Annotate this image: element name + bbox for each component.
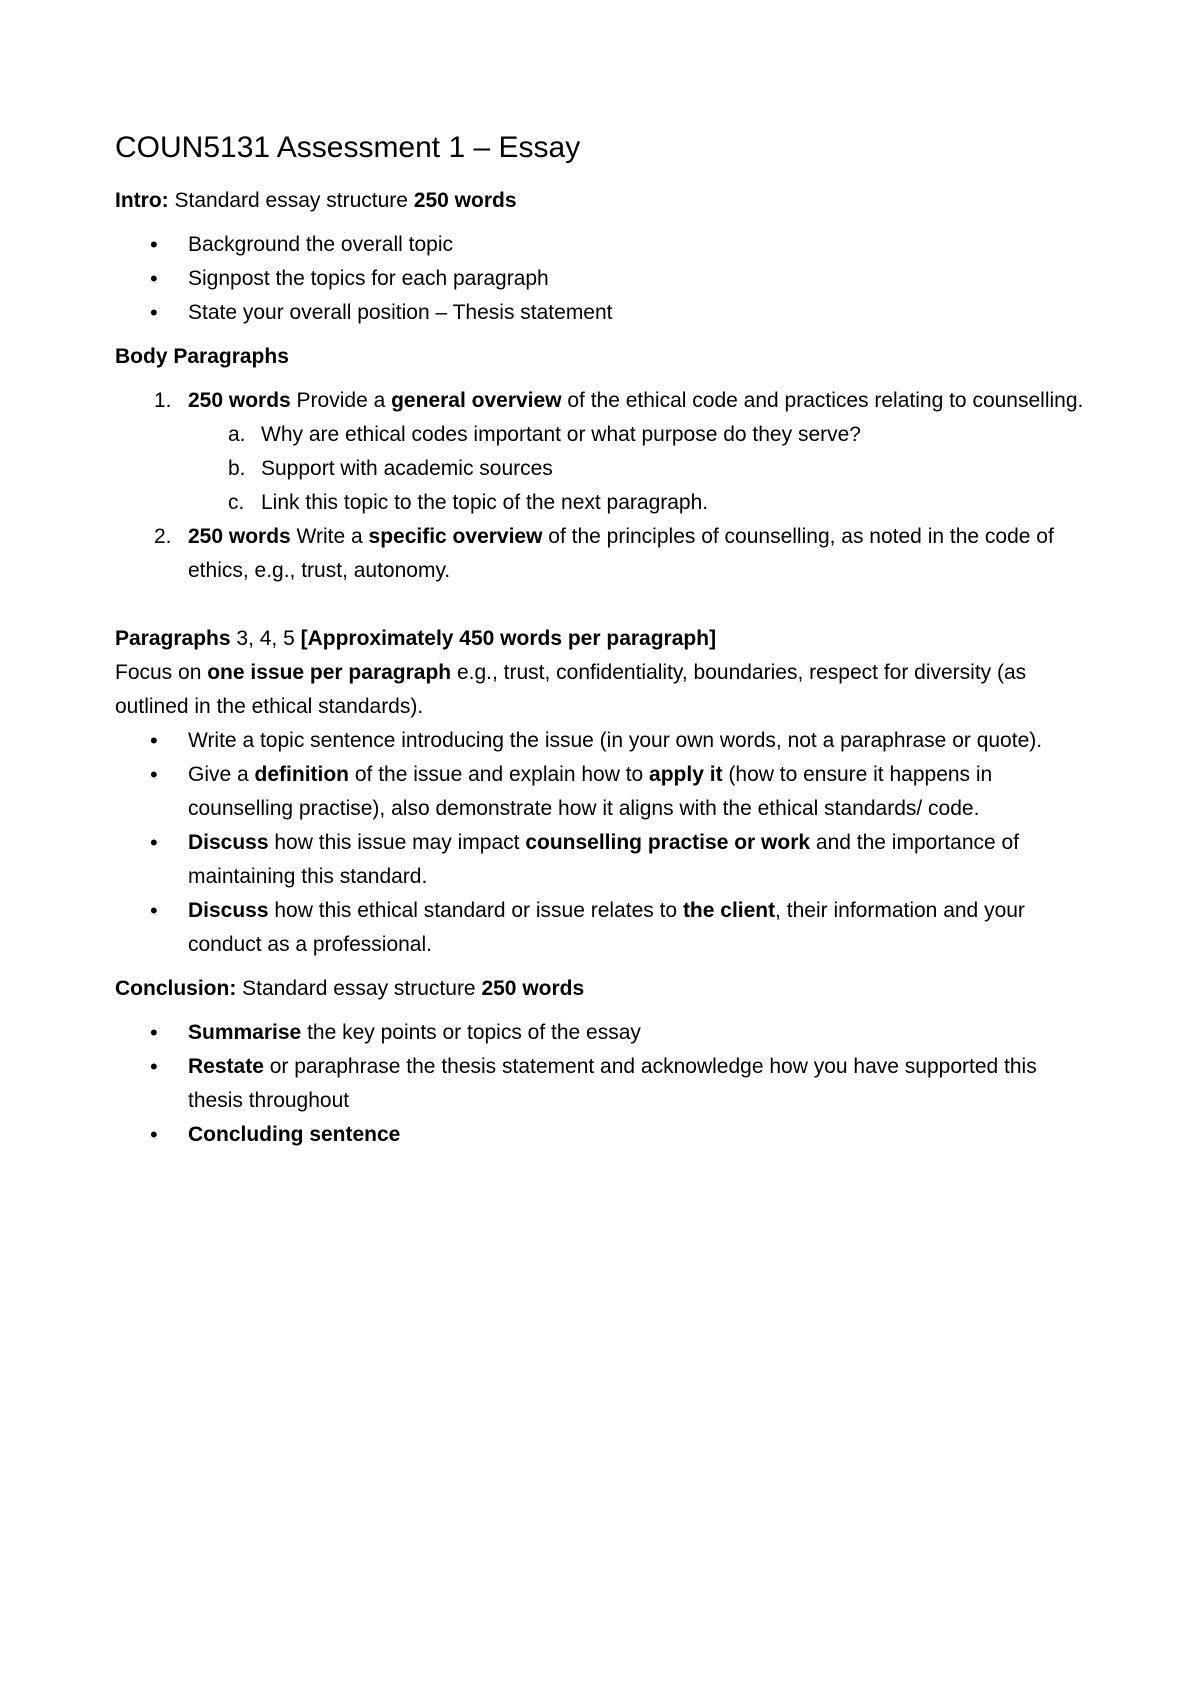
list-item <box>115 1118 1095 1152</box>
body-heading <box>115 340 1095 374</box>
document-title: COUN5131 Assessment 1 – Essay <box>115 131 581 164</box>
sub-item-text: Link this topic to the topic of the next paragraph. <box>261 491 709 514</box>
heading-bold: [Approximately 450 words per paragraph] <box>300 627 717 650</box>
item-emphasis: counselling practise or work <box>525 831 811 854</box>
list-item <box>115 1050 1095 1118</box>
conclusion-bullet-list <box>115 1016 1095 1152</box>
list-item: • Write a topic sentence introducing the issue (in your own words, not a paraphrase or quote). <box>115 724 1095 758</box>
intro-line <box>115 184 1095 218</box>
list-item <box>115 894 1095 962</box>
item-text: of the ethical code and practices relating to counselling. <box>561 389 1084 412</box>
item-emphasis: Summarise <box>188 1021 302 1044</box>
sub-item-text: Why are ethical codes important or what purpose do they serve? <box>261 423 861 446</box>
item-text: or paraphrase the thesis statement and acknowledge how you have supported this thesis throughout <box>188 1055 1037 1112</box>
sub-list-marker: a. <box>228 423 246 446</box>
item-text: Write a <box>290 525 369 548</box>
list-item <box>115 520 1095 588</box>
conclusion-line <box>115 972 1095 1006</box>
sub-item-text: Support with academic sources <box>261 457 553 480</box>
item-text: how this ethical standard or issue relates to <box>268 899 683 922</box>
item-emphasis: definition <box>254 763 350 786</box>
word-count: 250 words <box>188 525 291 548</box>
item-emphasis: Restate <box>188 1055 264 1078</box>
focus-emphasis: one issue per paragraph <box>207 661 452 684</box>
item-emphasis: Concluding sentence <box>188 1123 401 1146</box>
item-emphasis: Discuss <box>188 831 269 854</box>
document-content <box>115 128 1095 1162</box>
item-emphasis: the client <box>682 899 776 922</box>
item-text: Provide a <box>290 389 392 412</box>
sub-list-item <box>188 486 1095 520</box>
focus-text: Focus on <box>115 661 208 684</box>
focus-text: e.g., trust, confidentiality, boundaries, respect for diversity (as outlined in the ethical standards). <box>115 661 1027 718</box>
sub-list-marker: b. <box>228 457 246 480</box>
conclusion-label: Conclusion: <box>115 977 237 1000</box>
intro-text: Standard essay structure <box>168 189 414 212</box>
heading-bold: Paragraphs <box>115 627 231 650</box>
item-text: (how to ensure it happens in counselling practise), also demonstrate how it aligns with the ethical standards/ code. <box>188 763 993 820</box>
item-emphasis: Discuss <box>188 899 269 922</box>
list-number: 2. <box>154 525 172 548</box>
list-item: • Background the overall topic <box>115 228 1095 262</box>
list-item: • Signpost the topics for each paragraph <box>115 262 1095 296</box>
word-count: 250 words <box>188 389 291 412</box>
item-text: Give a <box>188 763 255 786</box>
body-numbered-list <box>115 384 1095 588</box>
list-item <box>115 384 1095 520</box>
paragraphs-bullet-list <box>115 724 1095 962</box>
list-item <box>115 1016 1095 1050</box>
paragraphs-heading <box>115 622 1095 656</box>
list-item: • State your overall position – Thesis statement <box>115 296 1095 330</box>
spacer <box>115 588 1095 622</box>
item-text: the key points or topics of the essay <box>301 1021 641 1044</box>
sub-list-item <box>188 452 1095 486</box>
item-text: of the issue and explain how to <box>349 763 650 786</box>
item-text: of the principles of counselling, as noted in the code of ethics, e.g., trust, autonomy. <box>188 525 1054 582</box>
conclusion-text: Standard essay structure <box>236 977 482 1000</box>
list-item <box>115 758 1095 826</box>
item-emphasis: specific overview <box>368 525 543 548</box>
sub-list-item <box>188 418 1095 452</box>
body-heading-text: Body Paragraphs <box>115 345 289 368</box>
heading-text: 3, 4, 5 <box>230 627 301 650</box>
intro-label: Intro: <box>115 189 169 212</box>
item-emphasis: apply it <box>649 763 723 786</box>
item-text: , their information and your conduct as a professional. <box>188 899 1025 956</box>
intro-bullet-list <box>115 228 1095 330</box>
item-text: how this issue may impact <box>268 831 526 854</box>
item-emphasis: general overview <box>391 389 562 412</box>
list-item <box>115 826 1095 894</box>
sub-list <box>188 418 1095 520</box>
conclusion-word-count: 250 words <box>481 977 585 1000</box>
intro-word-count: 250 words <box>413 189 517 212</box>
sub-list-marker: c. <box>228 491 245 514</box>
item-text: and the importance of maintaining this standard. <box>188 831 1020 888</box>
focus-line <box>115 656 1095 724</box>
list-number: 1. <box>154 389 172 412</box>
